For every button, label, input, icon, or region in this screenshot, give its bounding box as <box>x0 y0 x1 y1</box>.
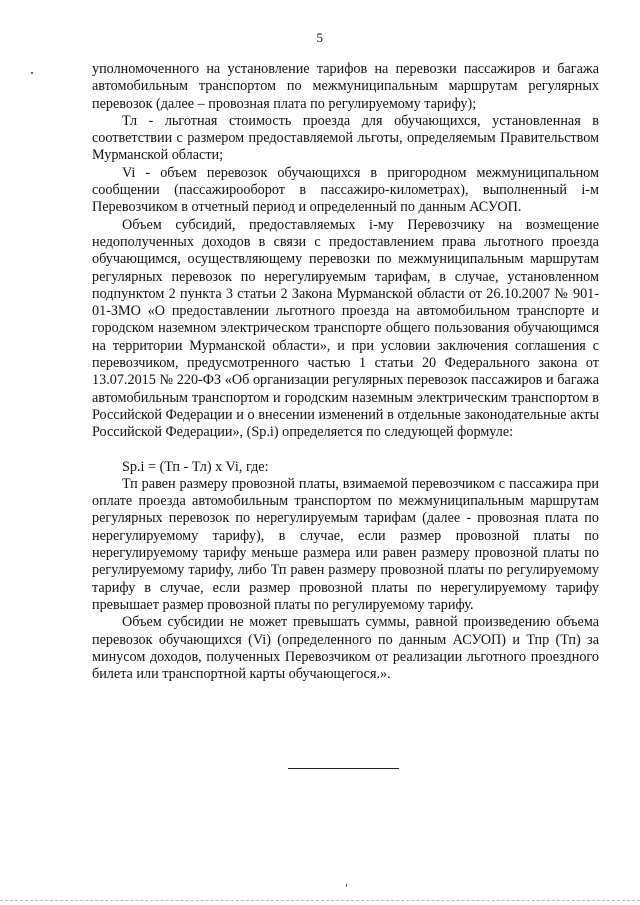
paragraph-subsidy-limit: Объем субсидии не может превышать суммы, равной произведению объема перевозок обучающихся (Vi) (определенного по данным АСУОП) и Тпр (Тп) за минусом доходов, полученных Перевозчиком от реализации льготного проездного билета или транспортной карты обучающегося.». <box>92 614 599 683</box>
scan-edge-line <box>0 900 640 901</box>
paragraph-subsidy-volume: Объем субсидий, предоставляемых i-му Перевозчику на возмещение недополученных доходов в связи с предоставлением права льготного проезда обучающимся, осуществляющему перевозки по межмуниципальным маршрутам регулярных перевозок по нерегулируемым тарифам, в случае, установленном подпунктом 2 пункта 3 статьи 2 Закона Мурманской области от 26.10.2007 № 901-01-ЗМО «О предоставлении льготного проезда на автомобильном транспорте и городском наземном электрическом транспорте общего пользования обучающимся на территории Мурманской области», и при условии заключения соглашения с перевозчиком, предусмотренного частью 1 статьи 20 Федерального закона от 13.07.2015 № 220-ФЗ «Об организации регулярных перевозок пассажиров и багажа автомобильным транспортом и городским наземным электрическим транспортом в Российской Федерации и о внесении изменений в отдельные законодательные акты Российской Федерации», (Sp.i) определяется по следующей формуле: <box>92 216 599 441</box>
formula-line: Sp.i = (Тп - Тл) x Vi, где: <box>122 458 269 475</box>
document-body <box>92 61 599 683</box>
paragraph-vi-definition: Vi - объем перевозок обучающихся в пригородном межмуниципальном сообщении (пассажирооборот в пассажиро-километрах), выполненный i-м Перевозчиком в отчетный период и определенный по данным АСУОП. <box>92 164 599 216</box>
closing-divider-line <box>288 768 399 769</box>
page-number: 5 <box>316 30 324 45</box>
scan-speck <box>31 72 33 74</box>
paragraph-carrier-tariff-continuation: уполномоченного на установление тарифов на перевозки пассажиров и багажа автомобильным транспортом по межмуниципальным маршрутам регулярных перевозок (далее – провозная плата по регулируемому тарифу); <box>92 61 599 112</box>
scan-speck <box>346 884 347 887</box>
paragraph-tp-definition: Тп равен размеру провозной платы, взимаемой перевозчиком с пассажира при оплате проезда автомобильным транспортом по межмуниципальным маршрутам регулярных перевозок по нерегулируемым тарифам (далее - провозная плата по нерегулируемому тарифу), в случае, если размер провозной платы по нерегулируемому тарифу меньше размера или равен размеру провозной платы по регулируемому тарифу, либо Тп равен размеру провозной платы по регулируемому тарифу в случае, если размер провозной платы по нерегулируемому тарифу превышает размер провозной платы по регулируемому тарифу. <box>92 475 599 613</box>
paragraph-tl-definition: Тл - льготная стоимость проезда для обучающихся, установленная в соответствии с размером предоставляемой льготы, определяемым Правительством Мурманской области; <box>92 112 599 164</box>
